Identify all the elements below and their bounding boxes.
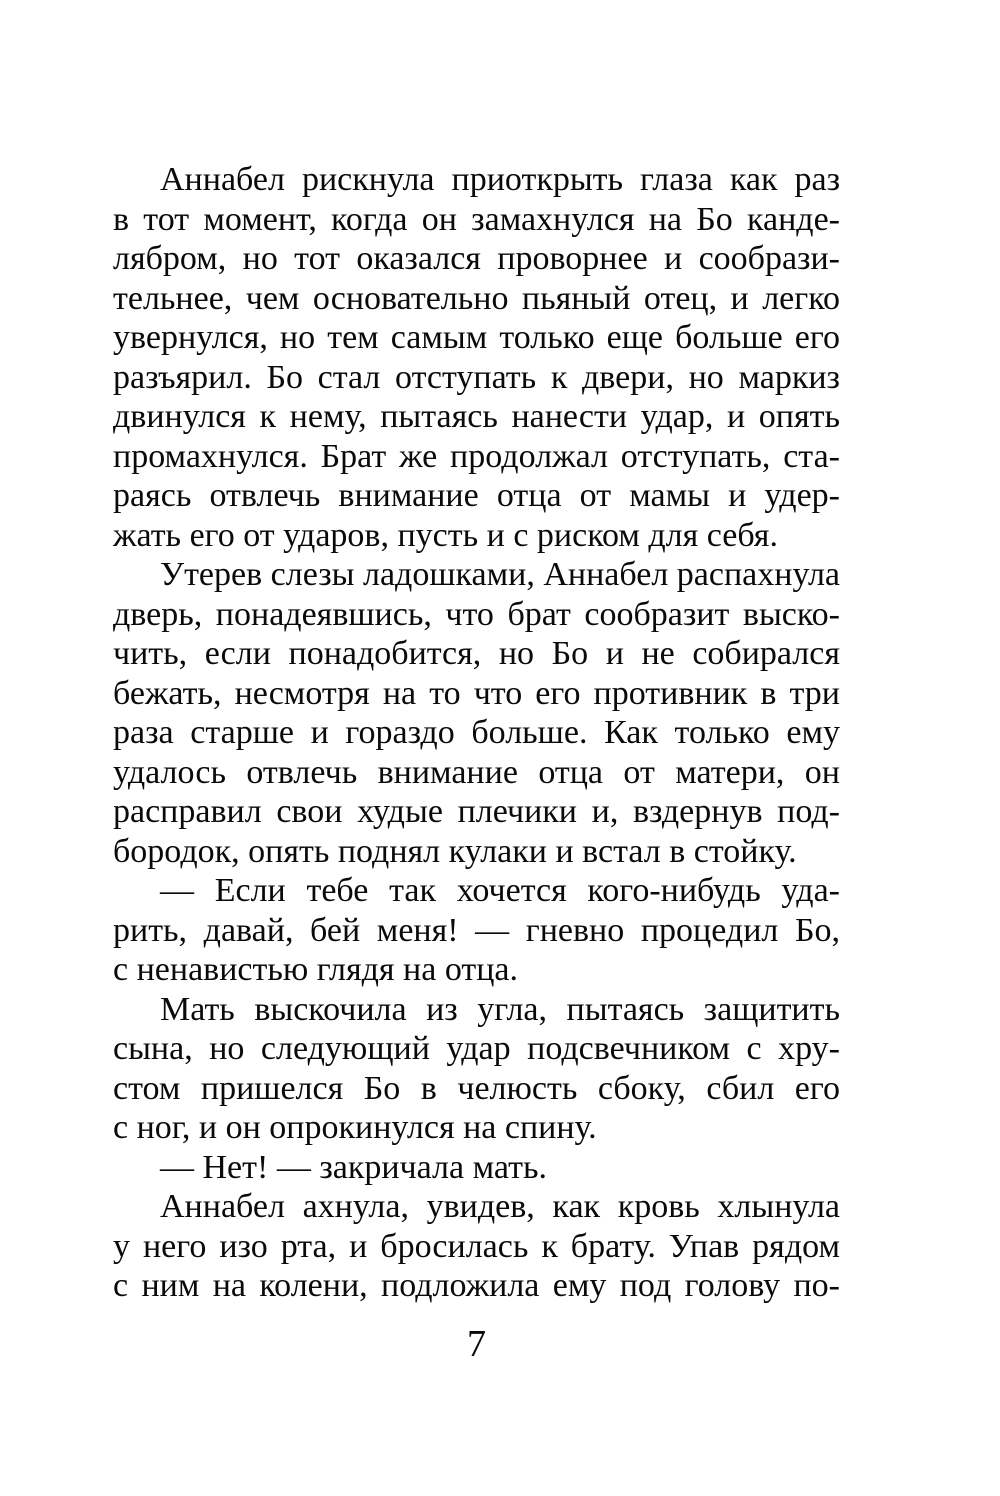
- text-line: Утерев слезы ладошками, Аннабел распахнула: [160, 556, 841, 593]
- text-line: лябром, но тот оказался проворнее и сообрази-: [113, 240, 840, 277]
- text-line: расправил свои худые плечики и, вздернув под-: [113, 793, 840, 830]
- text-line: Аннабел ахнула, увидев, как кровь хлынула: [160, 1188, 840, 1225]
- text-line: увернулся, но тем самым только еще больше его: [113, 319, 840, 356]
- text-line: жать его от ударов, пусть и с риском для себя.: [113, 516, 778, 554]
- text-line: с ним на колени, подложила ему под голову по-: [113, 1267, 840, 1304]
- text-line: Аннабел рискнула приоткрыть глаза как раз: [160, 161, 840, 198]
- text-line: чить, если понадобится, но Бо и не собирался: [113, 635, 840, 672]
- text-line: у него изо рта, и бросилась к брату. Упав рядом: [113, 1227, 840, 1265]
- text-line: дверь, понадеявшись, что брат сообразит выско-: [113, 595, 840, 633]
- text-line: бежать, несмотря на то что его противник в три: [113, 674, 840, 712]
- text-line: раясь отвлечь внимание отца от мамы и удер-: [113, 477, 840, 514]
- text-line: Мать выскочила из угла, пытаясь защитить: [160, 990, 840, 1028]
- text-line: разъярил. Бо стал отступать к двери, но маркиз: [113, 358, 840, 396]
- text-block: [113, 160, 840, 1306]
- text-line: удалось отвлечь внимание отца от матери, он: [113, 753, 840, 791]
- text-line: бородок, опять поднял кулаки и встал в стойку.: [113, 832, 797, 870]
- text-line: рить, давай, бей меня! — гневно процедил Бо,: [113, 911, 840, 949]
- text-line: — Нет! — закричала мать.: [160, 1148, 547, 1186]
- text-line: в тот момент, когда он замахнулся на Бо канде-: [113, 200, 840, 238]
- text-line: — Если тебе так хочется кого-нибудь уда-: [160, 872, 840, 909]
- text-line: с ненавистью глядя на отца.: [113, 951, 519, 988]
- text-line: сына, но следующий удар подсвечником с хру-: [113, 1030, 840, 1067]
- text-line: раза старше и гораздо больше. Как только ему: [113, 714, 840, 751]
- text-line: стом пришелся Бо в челюсть сбоку, сбил его: [113, 1069, 840, 1107]
- text-line: промахнулся. Брат же продолжал отступать, ста-: [113, 437, 840, 475]
- text-line: двинулся к нему, пытаясь нанести удар, и опять: [113, 398, 840, 435]
- text-line: тельнее, чем основательно пьяный отец, и легко: [113, 279, 840, 317]
- text-line: с ног, и он опрокинулся на спину.: [113, 1109, 597, 1146]
- page-number: 7: [467, 1323, 486, 1365]
